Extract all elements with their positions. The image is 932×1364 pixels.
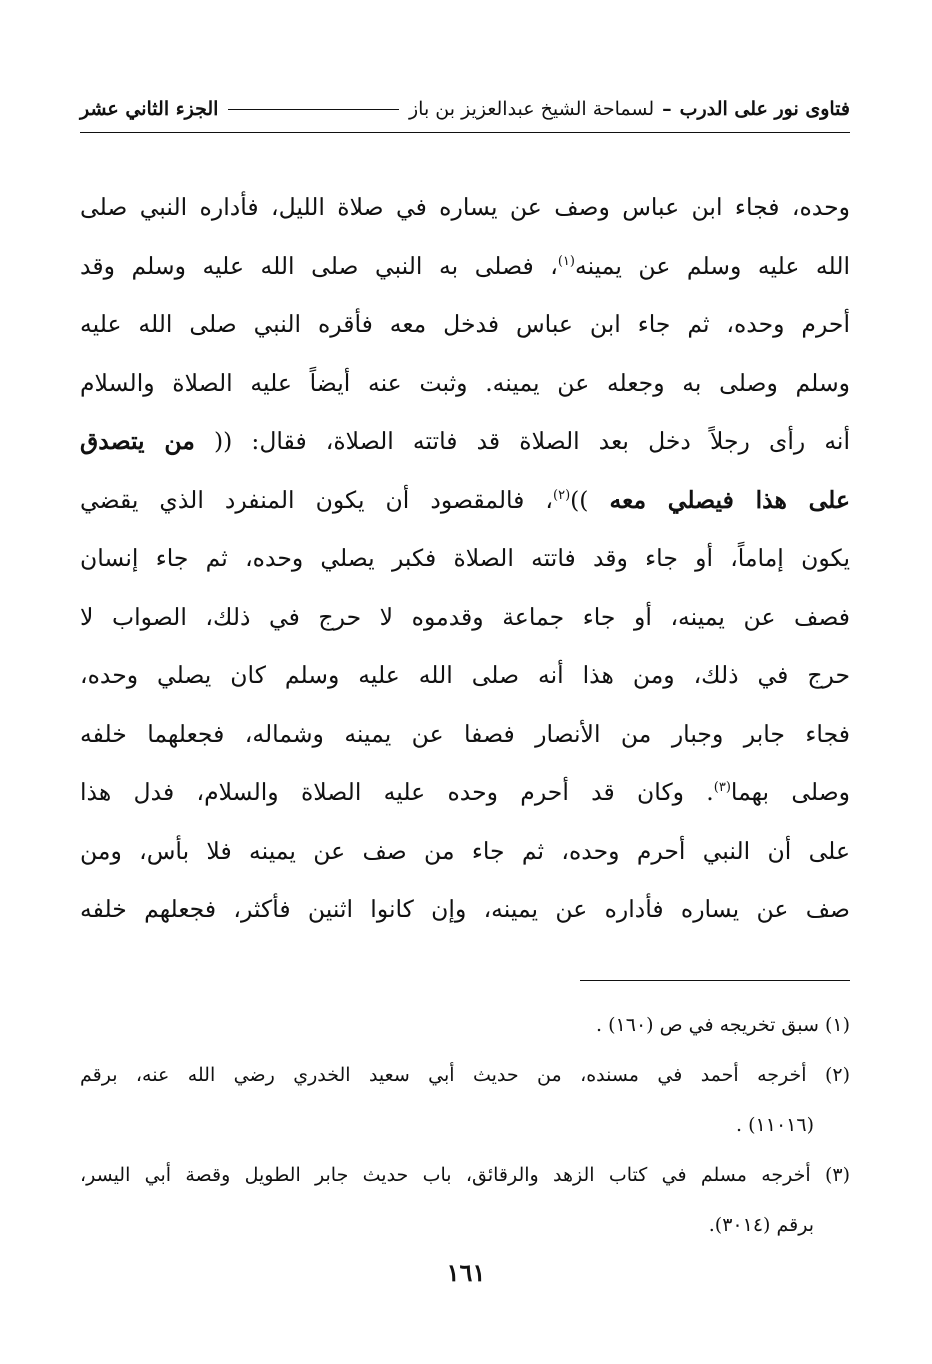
text-line-8: فصف عن يمينه، أو جاء جماعة وقدموه لا حرج في ذلك، الصواب لا — [80, 602, 850, 631]
volume-part: الجزء الثاني عشر — [80, 98, 219, 120]
text-line-13: صف عن يساره فأداره عن يمينه، وإن كانوا اثنين فأكثر، فجعلهم خلفه — [80, 895, 850, 923]
footnote-ref-1[interactable]: (١) — [557, 253, 575, 269]
text-line-2 — [80, 237, 850, 296]
footnote-3-line-2: برقم (٣٠١٤). — [708, 1214, 814, 1236]
text-line-12: على أن النبي أحرم وحده، ثم جاء من صف عن يمينه فلا بأس، ومن — [80, 836, 850, 865]
text-line-4: وسلم وصلى به وجعله عن يمينه. وثبت عنه أيضاً عليه الصلاة والسلام — [80, 368, 850, 397]
text-line-3: أحرم وحده، ثم جاء ابن عباس فدخل معه فأقره النبي صلى الله عليه — [80, 310, 850, 338]
footnote-1: (١) سبق تخريجه في ص (١٦٠) . — [596, 1014, 850, 1036]
hadith-quote-start: من يتصدق — [80, 427, 195, 455]
footnote-ref-3[interactable]: (٣) — [713, 780, 731, 796]
footnote-2-line-1: (٢) أخرجه أحمد في مسنده، من حديث أبي سعيد الخدري رضي الله عنه، برقم — [80, 1064, 850, 1086]
header-separator: – — [662, 98, 672, 120]
footnote-divider — [580, 980, 850, 981]
text-line-5 — [80, 412, 850, 471]
header-rule — [228, 109, 399, 110]
footnote-2-line-2: (١١٠١٦) . — [736, 1114, 814, 1136]
page-number: ١٦١ — [446, 1258, 486, 1287]
main-text — [80, 178, 850, 939]
text-line-1: وحده، فجاء ابن عباس وصف عن يساره في صلاة الليل، فأداره النبي صلى — [80, 193, 850, 221]
hadith-quote-end: على هذا فيصلي معه — [609, 485, 850, 514]
text-line-6 — [80, 471, 850, 530]
text-line-5-a: أنه رأى رجلاً دخل بعد الصلاة قد فاتته الصلاة، فقال: (( — [194, 427, 850, 455]
book-title: فتاوى نور على الدرب — [679, 98, 850, 120]
author-name: لسماحة الشيخ عبدالعزيز بن باز — [409, 98, 655, 120]
running-header — [80, 92, 850, 133]
text-line-2-a: الله عليه وسلم عن يمينه — [574, 251, 850, 280]
text-line-7: يكون إماماً، أو جاء وقد فاتته الصلاة فكبر يصلي وحده، ثم جاء إنسان — [80, 544, 850, 572]
footnote-ref-2[interactable]: (٢) — [553, 487, 571, 503]
text-line-11-a: وصلى بهما — [730, 778, 850, 806]
text-line-6-c: ، فالمقصود أن يكون المنفرد الذي يقضي — [80, 485, 553, 514]
text-line-9: حرج في ذلك، ومن هذا أنه صلى الله عليه وسلم كان يصلي وحده، — [80, 661, 850, 689]
text-line-2-b: ، فصلى به النبي صلى الله عليه وسلم وقد — [80, 251, 558, 280]
text-line-11-b: . وكان قد أحرم وحده عليه الصلاة والسلام، فدل هذا — [80, 778, 714, 806]
footnotes — [80, 1000, 850, 1250]
text-line-11 — [80, 763, 850, 822]
footnote-3-line-1: (٣) أخرجه مسلم في كتاب الزهد والرقائق، باب حديث جابر الطويل وقصة أبي اليسر، — [80, 1164, 850, 1186]
text-line-10: فجاء جابر وجبار من الأنصار فصفا عن يمينه وشماله، فجعلهما خلفه — [80, 719, 850, 748]
text-line-6-b: )) — [570, 485, 610, 514]
